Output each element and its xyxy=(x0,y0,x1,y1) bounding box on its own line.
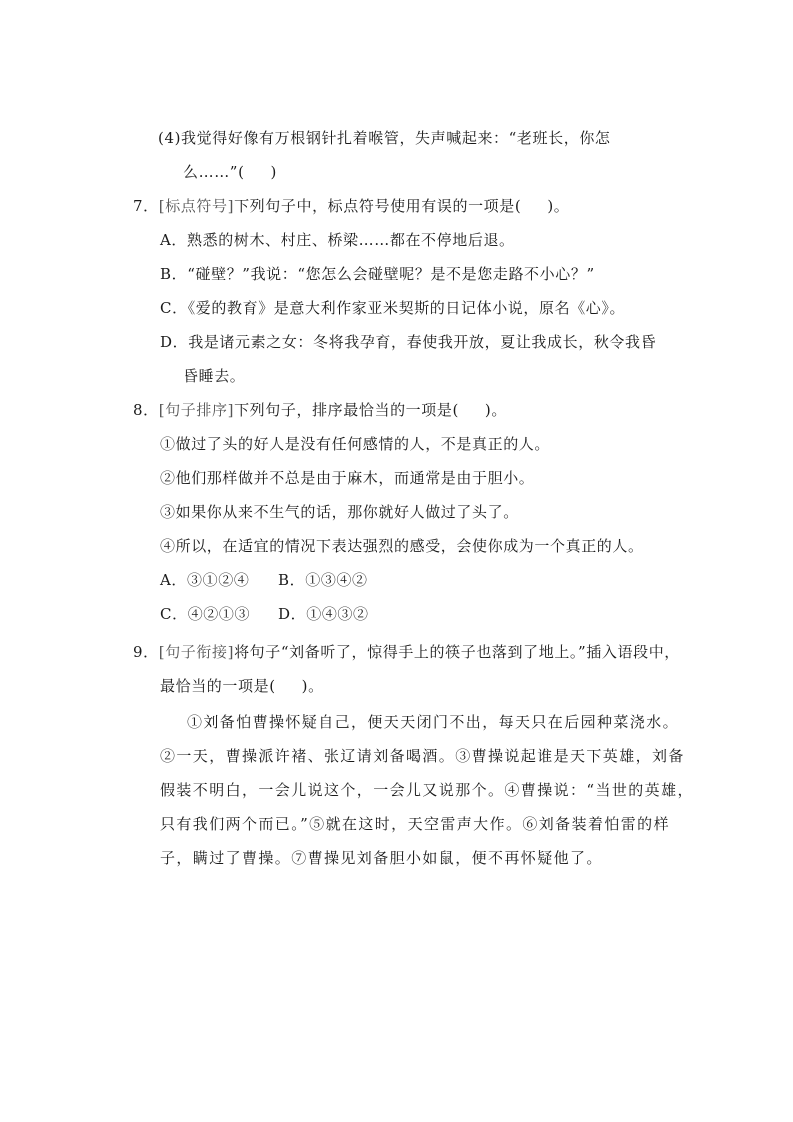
sentence-text: ①做过了头的好人是没有任何感情的人，不是真正的人。 xyxy=(160,435,551,453)
q7-option-c xyxy=(160,298,625,318)
paren-close: )。 xyxy=(301,677,324,695)
q9-stem xyxy=(133,642,680,662)
q8-options-row-1 xyxy=(160,570,396,590)
option-text: 熟悉的树木、村庄、桥梁……都在不停地后退。 xyxy=(187,231,515,249)
option-text: ③①②④ xyxy=(187,571,250,589)
sentence-text: ④所以，在适宜的情况下表达强烈的感受，会使你成为一个真正的人。 xyxy=(160,537,644,555)
q8-option-c xyxy=(160,604,278,624)
question-tag: [句子衔接] xyxy=(158,643,235,661)
question-stem: 下列句子，排序最恰当的一项是( xyxy=(234,401,459,419)
passage-text: 只有我们两个而已。”⑤就在这时，天空雷声大作。⑥刘备装着怕雷的样 xyxy=(160,815,670,833)
q8-option-b xyxy=(278,570,396,590)
q9-passage-line-3 xyxy=(160,780,694,800)
question-number: 7． xyxy=(133,197,159,215)
q8-sentence-2 xyxy=(160,468,534,488)
q7-option-b xyxy=(160,264,595,284)
q8-options-row-2 xyxy=(160,604,396,624)
q8-sentence-4 xyxy=(160,536,644,556)
q6-part4-line2 xyxy=(183,162,277,182)
question-stem: 将句子“刘备听了，惊得手上的筷子也落到了地上。”插入语段中， xyxy=(234,643,680,661)
q9-passage-line-5 xyxy=(160,848,603,868)
q8-sentence-3 xyxy=(160,502,519,522)
q8-stem xyxy=(133,400,507,420)
option-label: A． xyxy=(160,571,188,589)
option-label: C． xyxy=(160,605,188,623)
passage-text: 假装不明白，一会儿说这个，一会儿又说那个。④曹操说：“当世的英雄， xyxy=(160,781,694,799)
q7-stem xyxy=(133,196,569,216)
sentence-text: ③如果你从来不生气的话，那你就好人做过了头了。 xyxy=(160,503,519,521)
paren-close: ) xyxy=(270,163,277,181)
option-label: D． xyxy=(278,605,307,623)
option-label: B． xyxy=(160,265,188,283)
q8-sentence-1 xyxy=(160,434,550,454)
q9-passage-line-1 xyxy=(187,712,679,732)
question-tag: [标点符号] xyxy=(158,197,235,215)
option-text: ①④③② xyxy=(306,605,369,623)
q9-passage-line-2 xyxy=(160,746,685,766)
option-text: 我是诸元素之女：冬将我孕育，春使我开放，夏让我成长，秋令我昏 xyxy=(188,333,657,351)
question-stem: 下列句子中，标点符号使用有误的一项是( xyxy=(234,197,522,215)
passage-text: ②一天，曹操派许褚、张辽请刘备喝酒。③曹操说起谁是天下英雄，刘备 xyxy=(160,747,685,765)
q6-part4-text-cont: 么……”( xyxy=(183,163,245,181)
question-tag: [句子排序] xyxy=(158,401,235,419)
question-number: 8． xyxy=(133,401,159,419)
sentence-text: ②他们那样做并不总是由于麻木，而通常是由于胆小。 xyxy=(160,469,535,487)
q7-option-d-continuation xyxy=(183,366,245,386)
option-text: ①③④② xyxy=(305,571,368,589)
option-text: ④②①③ xyxy=(187,605,251,623)
q9-stem-line2 xyxy=(160,676,324,696)
option-label: A． xyxy=(160,231,188,249)
passage-text: ①刘备怕曹操怀疑自己，便天天闭门不出，每天只在后园种菜浇水。 xyxy=(187,713,680,731)
question-number: 9． xyxy=(133,643,159,661)
option-text: 《爱的教育》是意大利作家亚米契斯的日记体小说，原名《心》。 xyxy=(187,299,626,317)
option-text: “碰壁？”我说：“您怎么会碰壁呢？是不是您走路不小心？” xyxy=(187,265,595,283)
paren-close: )。 xyxy=(547,197,570,215)
q7-option-d xyxy=(160,332,656,352)
option-label: B． xyxy=(278,571,306,589)
q8-option-d xyxy=(278,604,396,624)
option-text-cont: 昏睡去。 xyxy=(183,367,246,385)
q7-option-a xyxy=(160,230,515,250)
passage-text: 子，瞒过了曹操。⑦曹操见刘备胆小如鼠，便不再怀疑他了。 xyxy=(160,849,603,867)
option-label: D． xyxy=(160,333,189,351)
option-label: C． xyxy=(160,299,188,317)
q8-option-a xyxy=(160,570,278,590)
question-stem-cont: 最恰当的一项是( xyxy=(160,677,276,695)
paren-close: )。 xyxy=(484,401,507,419)
q9-passage-line-4 xyxy=(160,814,670,834)
q6-part4-text: (4)我觉得好像有万根钢针扎着喉管，失声喊起来：“老班长，你怎 xyxy=(158,129,611,147)
q6-part4-line1 xyxy=(158,128,611,148)
